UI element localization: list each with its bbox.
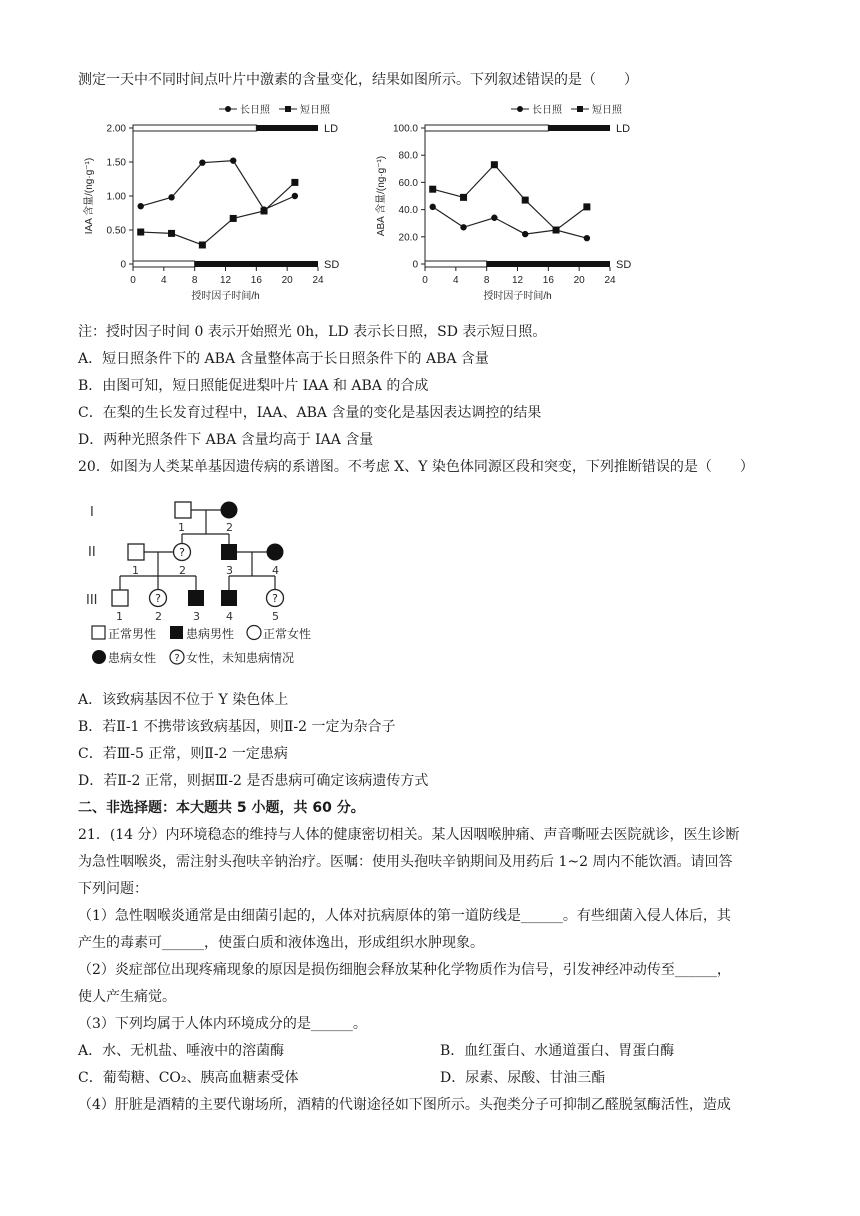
generation-label-ii: II [88,545,96,560]
q21-stem-line-2: 为急性咽喉炎，需注射头孢呋辛钠治疗。医嘱：使用头孢呋辛钠期间及用药后 1~2 周内不能饮酒。请回答 [78,854,733,870]
sd-dark-bar [195,261,318,267]
x-tick-label: 12 [219,275,232,286]
x-tick-label: 20 [573,275,585,286]
y-axis-label: ABA 含量/(ng·g⁻¹) [376,155,387,237]
unknown-mark: ? [174,653,180,664]
data-point [199,241,206,248]
number-ii-3: 3 [226,564,233,577]
data-point [199,159,205,165]
x-tick-label: 0 [130,275,136,286]
y-tick-label: 1.50 [106,157,126,169]
data-point [429,186,436,193]
q21-part-2-line-1: （2）炎症部位出现疼痛现象的原因是损伤细胞会释放某种化学物质作为信号，引发神经冲动传至______， [78,962,731,978]
ld-light-bar [425,125,548,131]
legend-label: 长日照 [532,105,562,116]
legend-label: 短日照 [592,105,622,116]
x-tick-label: 4 [161,275,167,286]
data-point [522,231,528,237]
q21-part-3-option-a: A．水、无机盐、唾液中的溶菌酶 [78,1043,285,1059]
data-point [137,229,144,236]
individual-iii-1 [112,590,128,606]
legend-marker [285,106,291,112]
sd-label: SD [616,259,632,271]
individual-iii-3 [188,590,204,606]
q19-option-a: A．短日照条件下的 ABA 含量整体高于长日照条件下的 ABA 含量 [78,351,489,367]
x-axis-label: 授时因子时间/h [191,291,260,302]
legend-marker [577,106,583,112]
ld-dark-bar [548,125,610,131]
q21-part-2-line-2: 使人产生痛觉。 [78,989,176,1005]
legend-affected-female: 患病女性 [108,651,157,665]
chart-legend [219,104,331,116]
q19-option-b: B．由图可知，短日照能促进梨叶片 IAA 和 ABA 的合成 [78,378,429,394]
data-point [460,194,467,201]
data-point [261,207,268,214]
section-2-heading: 二、非选择题：本大题共 5 小题，共 60 分。 [78,800,365,816]
q21-stem-line-3: 下列问题： [78,881,148,897]
data-point [584,235,590,241]
x-tick-label: 8 [191,275,198,286]
legend-unknown-female: 女性，未知患病情况 [186,651,295,665]
pedigree-chart [80,500,330,676]
legend-affected-male-symbol [170,626,183,639]
x-tick-label: 24 [604,275,616,286]
q21-part-4-line-1: （4）肝脏是酒精的主要代谢场所，酒精的代谢途径如下图所示。头孢类分子可抑制乙醛脱氢酶活性，造成 [78,1097,731,1113]
ld-label: LD [324,123,339,135]
number-iii-3: 3 [193,610,200,623]
individual-i-2 [221,502,238,519]
y-tick-label: 20.0 [398,232,418,244]
q20-stem: 20．如图为人类某单基因遗传病的系谱图。不考虑 X、Y 染色体同源区段和突变，下列推断错误的是（ ） [78,459,754,475]
legend-label: 长日照 [240,105,270,116]
series-line-2 [141,182,295,245]
y-tick-label: 60.0 [398,177,418,189]
generation-label-iii: III [86,593,98,608]
q21-part-3-option-b: B．血红蛋白、水通道蛋白、胃蛋白酶 [440,1043,675,1059]
data-point [553,227,560,234]
y-axis-label: IAA 含量/(ng·g⁻¹) [84,157,95,235]
data-point [230,215,237,222]
q19-option-d: D．两种光照条件下 ABA 含量均高于 IAA 含量 [78,432,374,448]
y-tick-label: 100.0 [392,123,418,135]
number-iii-2: 2 [155,610,162,623]
series-line-1 [433,207,587,238]
individual-i-1 [175,502,191,518]
unknown-mark: ? [272,592,278,605]
y-tick-label: 2.00 [106,123,126,135]
data-point [491,161,498,168]
aba-chart-svg [370,98,670,314]
aba-chart [370,98,670,318]
x-tick-label: 0 [422,275,428,286]
q20-option-a: A．该致病基因不位于 Y 染色体上 [78,692,289,708]
y-tick-label: 0.50 [106,225,126,237]
number-ii-1: 1 [132,564,139,577]
data-point [230,157,236,163]
data-point [460,224,466,230]
q20-option-c: C．若Ⅲ-5 正常，则Ⅱ-2 一定患病 [78,746,288,762]
legend-normal-male-symbol [92,626,105,639]
legend-label: 短日照 [300,105,330,116]
unknown-mark: ? [179,546,185,559]
x-tick-label: 8 [483,275,490,286]
ld-label: LD [616,123,631,135]
legend-marker [225,106,231,112]
number-iii-5: 5 [272,610,279,623]
q21-part-1-line-1: （1）急性咽喉炎通常是由细菌引起的，人体对抗病原体的第一道防线是______。有些细菌入侵人体后，其 [78,908,731,924]
number-ii-4: 4 [272,564,279,577]
q19-stem: 测定一天中不同时间点叶片中激素的含量变化，结果如图所示。下列叙述错误的是（ ） [78,72,638,88]
data-point [522,197,529,204]
ld-light-bar [133,125,256,131]
y-tick-label: 80.0 [398,150,418,162]
legend-normal-female: 正常女性 [263,627,312,641]
y-tick-label: 40.0 [398,205,418,217]
series-line-1 [141,161,295,210]
individual-ii-3 [221,544,237,560]
q19-option-c: C．在梨的生长发育过程中，IAA、ABA 含量的变化是基因表达调控的结果 [78,405,542,421]
y-tick-label: 0 [120,259,126,271]
sd-label: SD [324,259,340,271]
sd-light-bar [425,261,487,267]
x-axis-label: 授时因子时间/h [483,291,552,302]
x-tick-label: 16 [542,275,554,286]
ld-dark-bar [256,125,318,131]
individual-ii-4 [267,544,284,561]
data-point [430,204,436,210]
x-tick-label: 4 [453,275,459,286]
individual-ii-1 [128,544,144,560]
x-tick-label: 16 [250,275,262,286]
number-iii-1: 1 [116,610,123,623]
individual-iii-4 [221,590,237,606]
data-point [292,193,298,199]
generation-label-i: I [90,505,94,520]
number-ii-2: 2 [179,564,186,577]
q20-option-d: D．若Ⅱ-2 正常，则据Ⅲ-2 是否患病可确定该病遗传方式 [78,773,429,789]
q20-option-b: B．若Ⅱ-1 不携带该致病基因，则Ⅱ-2 一定为杂合子 [78,719,396,735]
q19-note: 注：授时因子时间 0 表示开始照光 0h，LD 表示长日照，SD 表示短日照。 [78,324,547,340]
q21-part-3: （3）下列均属于人体内环境成分的是______。 [78,1016,367,1032]
number-i-1: 1 [178,521,185,534]
series-line-2 [433,165,587,230]
q21-stem-line-1: 21．(14 分）内环境稳态的维持与人体的健康密切相关。某人因咽喉肿痛、声音嘶哑去医院就诊，医生诊断 [78,827,740,843]
x-tick-label: 12 [511,275,524,286]
data-point [168,230,175,237]
legend-affected-male: 患病男性 [186,627,235,641]
legend-affected-female-symbol [92,650,106,664]
x-tick-label: 24 [312,275,324,286]
x-tick-label: 20 [281,275,293,286]
sd-light-bar [133,261,195,267]
legend-marker [517,106,523,112]
unknown-mark: ? [155,592,161,605]
iaa-chart [78,98,378,318]
legend-normal-female-symbol [247,626,261,640]
pedigree-svg [80,500,330,672]
sd-dark-bar [487,261,610,267]
q21-part-3-option-d: D．尿素、尿酸、甘油三酯 [440,1070,606,1086]
q21-part-1-line-2: 产生的毒素可______，使蛋白质和液体逸出，形成组织水肿现象。 [78,935,484,951]
chart-legend [511,104,623,116]
data-point [138,203,144,209]
number-iii-4: 4 [226,610,233,623]
y-tick-label: 0 [412,259,418,271]
data-point [168,194,174,200]
q21-part-3-option-c: C．葡萄糖、CO₂、胰高血糖素受体 [78,1070,299,1086]
data-point [291,179,298,186]
legend-normal-male: 正常男性 [108,627,157,641]
number-i-2: 2 [226,521,233,534]
iaa-chart-svg [78,98,378,314]
data-point [583,203,590,210]
y-tick-label: 1.00 [106,191,126,203]
data-point [491,215,497,221]
